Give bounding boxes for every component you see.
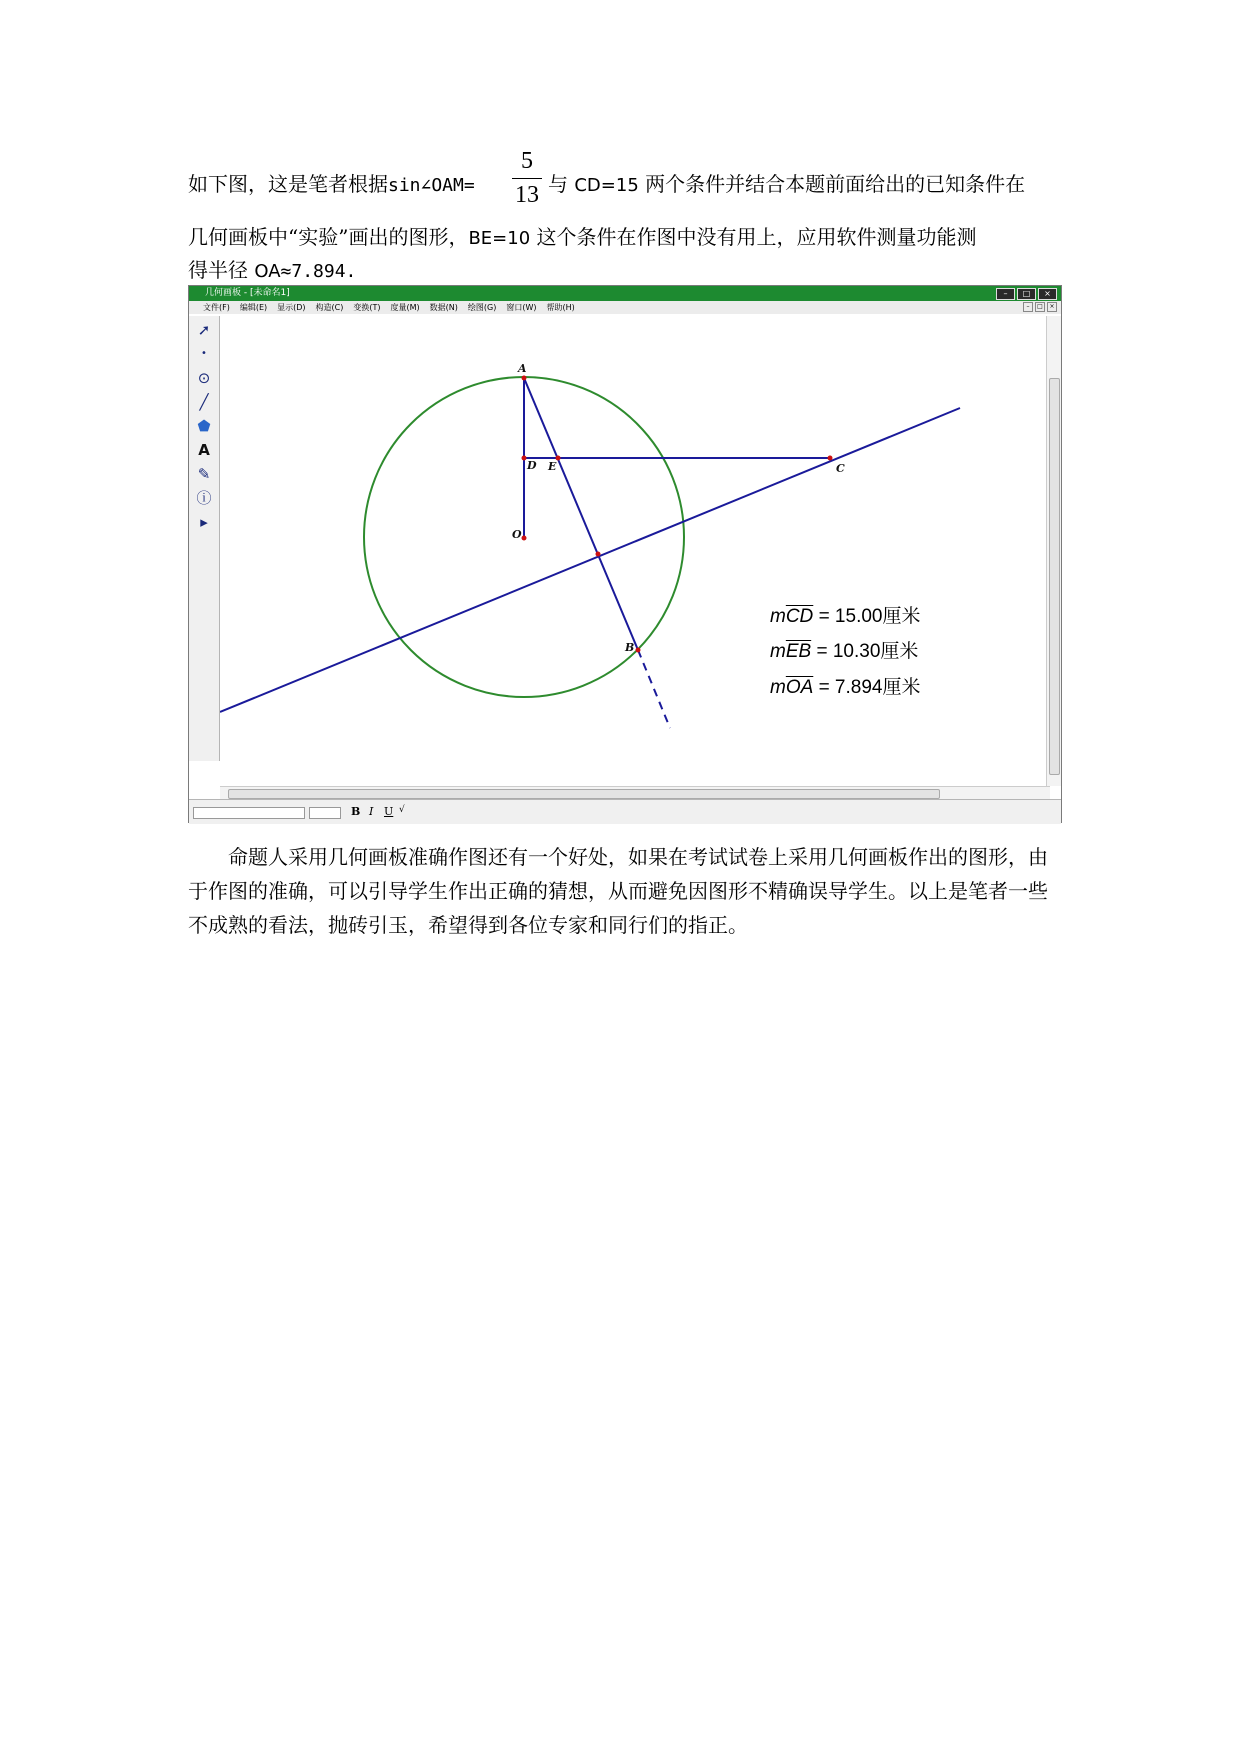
para1-cd: CD=15 <box>574 175 639 196</box>
point-a <box>522 376 527 381</box>
point-c <box>828 456 833 461</box>
label-d: D <box>527 459 537 472</box>
label-c: C <box>836 462 845 475</box>
underline-button[interactable]: U <box>384 805 394 818</box>
menu-item[interactable]: 显示(D) <box>277 303 306 312</box>
polygon-tool-icon[interactable]: ⬟ <box>197 417 211 435</box>
para1-line3 <box>188 254 356 283</box>
para1-text-1a: 如下图，这是笔者根据 <box>188 172 388 196</box>
window-title: 几何画板 - [未命名1] <box>205 288 290 298</box>
window-controls <box>996 288 1057 300</box>
vertical-scrollbar[interactable] <box>1046 316 1061 786</box>
para2 <box>188 840 1062 942</box>
custom-tool-icon[interactable]: ▸ <box>200 513 208 531</box>
point-o <box>522 536 527 541</box>
gsp-window <box>188 285 1062 823</box>
math-format-icon[interactable]: √ <box>399 805 405 815</box>
measure-oa[interactable]: $m\overline{OA} = 7.894$厘米 <box>770 677 921 698</box>
compass-tool-icon[interactable]: ⊙ <box>197 369 211 387</box>
minimize-button[interactable]: – <box>996 288 1015 300</box>
straightedge-tool-icon[interactable]: ╱ <box>199 393 209 411</box>
fraction <box>512 148 542 209</box>
measure-cd[interactable]: $m\overline{CD} = 15.00$厘米 <box>770 606 921 627</box>
menu-item[interactable]: 帮助(H) <box>546 303 575 312</box>
doc-restore-icon[interactable]: □ <box>1035 302 1045 312</box>
font-select[interactable] <box>193 807 305 819</box>
menu-item[interactable]: 度量(M) <box>390 303 420 312</box>
segment-ab <box>524 378 638 650</box>
para1-formula: sin∠OAM= <box>388 175 475 196</box>
para1-line2 <box>188 221 977 250</box>
horizontal-scroll-thumb[interactable] <box>228 789 940 799</box>
para1-text-1e: 两个条件并结合本题前面给出的已知条件在 <box>645 172 1026 196</box>
menu-item[interactable]: 变换(T) <box>353 303 381 312</box>
sketch-canvas[interactable] <box>220 316 1036 786</box>
fraction-numerator: 5 <box>521 148 533 174</box>
long-line <box>220 408 960 712</box>
para2-text: 命题人采用几何画板准确作图还有一个好处，如果在考试试卷上采用几何画板作出的图形，由于作图的准确，可以引导学生作出正确的猜想，从而避免因图形不精确误导学生。以上是笔者一些不成熟的看法，抛砖引玉，希望得到各位专家和同行们的指正。 <box>188 845 1048 937</box>
text-tool-icon[interactable]: A <box>198 441 210 459</box>
vertical-scroll-thumb[interactable] <box>1049 378 1060 775</box>
menu-item[interactable]: 绘图(G) <box>467 303 497 312</box>
fraction-bar <box>512 178 542 179</box>
measure-eb[interactable]: $m\overline{EB} = 10.30$厘米 <box>770 641 919 662</box>
menu-item[interactable]: 窗口(W) <box>506 303 537 312</box>
para1-line1-cont <box>548 168 1025 197</box>
menu-item[interactable]: 文件(F) <box>203 303 230 312</box>
doc-controls <box>1023 302 1057 312</box>
segment-ab-extension <box>638 650 670 728</box>
menu-bar <box>189 301 1061 314</box>
para1-text-3a: 得半径 <box>188 258 248 282</box>
menu-item[interactable]: 构造(C) <box>315 303 344 312</box>
point-b <box>636 648 641 653</box>
point-intersection <box>596 552 601 557</box>
arrow-select-tool-icon[interactable]: ➚ <box>197 321 211 339</box>
para1-text-2c: 这个条件在作图中没有用上，应用软件测量功能测 <box>536 225 977 249</box>
para1-oa-value: ≈7.894. <box>280 261 357 282</box>
menu-item[interactable]: 编辑(E) <box>239 303 268 312</box>
doc-close-icon[interactable]: × <box>1047 302 1057 312</box>
para1-text-2a: 几何画板中“实验”画出的图形， <box>188 225 469 249</box>
bold-button[interactable]: B <box>351 805 361 818</box>
label-e: E <box>548 460 557 473</box>
label-b: B <box>625 641 635 654</box>
para1-line1 <box>188 168 475 197</box>
close-button[interactable]: × <box>1038 288 1057 300</box>
point-d <box>522 456 527 461</box>
horizontal-scrollbar[interactable] <box>220 786 1050 800</box>
geometry-figure <box>220 316 1036 786</box>
italic-button[interactable]: I <box>369 805 374 818</box>
point-tool-icon[interactable]: • <box>201 348 207 359</box>
title-bar <box>189 286 1061 301</box>
info-tool-icon[interactable]: ⓘ <box>196 489 212 507</box>
marker-tool-icon[interactable]: ✎ <box>197 465 211 483</box>
para1-oa: OA <box>254 261 281 282</box>
label-a: A <box>518 362 527 375</box>
toolbox <box>189 316 220 761</box>
menu-item[interactable]: 数据(N) <box>429 303 458 312</box>
para1-be: BE=10 <box>468 228 531 249</box>
doc-minimize-icon[interactable]: – <box>1023 302 1033 312</box>
label-o: O <box>512 528 522 541</box>
maximize-button[interactable]: □ <box>1017 288 1036 300</box>
para1-text-1c: 与 <box>548 172 568 196</box>
fraction-denominator: 13 <box>515 182 539 208</box>
text-toolbar <box>189 799 1061 824</box>
font-size-select[interactable] <box>309 807 341 819</box>
